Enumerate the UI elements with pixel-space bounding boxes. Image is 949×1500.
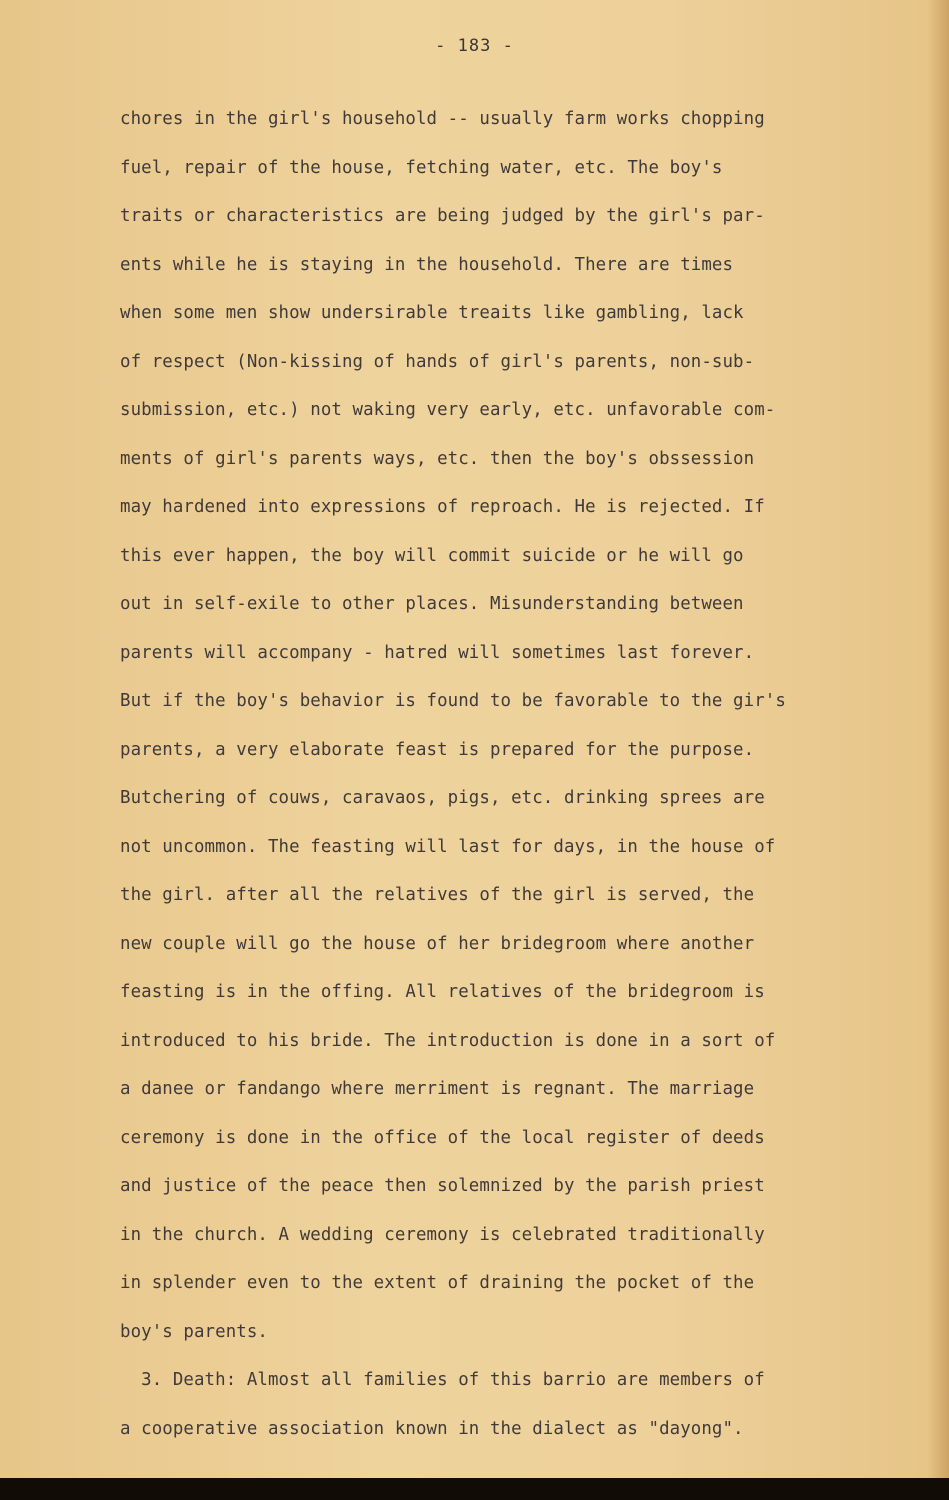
text-line: this ever happen, the boy will commit suicide or he will go [120,545,744,566]
text-line: a cooperative association known in the dialect as "dayong". [120,1418,744,1439]
text-line: when some men show undersirable treaits like gambling, lack [120,303,744,323]
text-line: ceremony is done in the office of the local register of deeds [120,1127,765,1148]
text-line: feasting is in the offing. All relatives of the bridegroom is [120,982,765,1002]
text-line: may hardened into expressions of reproach. He is rejected. If [120,497,765,517]
text-line: a danee or fandango where merriment is regnant. The marriage [120,1079,755,1099]
text-line: ents while he is staying in the household. There are times [120,254,734,275]
text-line: not uncommon. The feasting will last for days, in the house of [120,836,776,857]
text-line: But if the boy's behavior is found to be favorable to the gir's [120,691,786,711]
text-line: the girl. after all the relatives of the girl is served, the [120,885,755,905]
text-line: traits or characteristics are being judged by the girl's par- [120,206,765,226]
page-edge-shadow [927,0,949,1500]
text-line: fuel, repair of the house, fetching water, etc. The boy's [120,157,723,178]
text-line: ments of girl's parents ways, etc. then the boy's obssession [120,448,755,469]
text-line: new couple will go the house of her bridegroom where another [120,933,755,954]
text-line: in the church. A wedding ceremony is celebrated traditionally [120,1224,765,1245]
text-line: in splender even to the extent of draining the pocket of the [120,1273,755,1293]
body-text [120,102,920,1460]
page-number: - 183 - [435,36,514,56]
text-line: and justice of the peace then solemnized by the parish priest [120,1176,765,1196]
text-line: introduced to his bride. The introduction is done in a sort of [120,1030,776,1051]
text-line: parents, a very elaborate feast is prepared for the purpose. [120,739,755,760]
text-line: submission, etc.) not waking very early, etc. unfavorable com- [120,400,776,420]
text-line: 3. Death: Almost all families of this barrio are members of [120,1370,765,1390]
text-line: boy's parents. [120,1321,268,1342]
text-line: of respect (Non-kissing of hands of girl's parents, non-sub- [120,351,755,372]
text-line: parents will accompany - hatred will sometimes last forever. [120,642,755,663]
text-line: chores in the girl's household -- usually farm works chopping [120,109,765,129]
page-bottom-edge [0,1478,949,1500]
text-line: out in self-exile to other places. Misunderstanding between [120,594,744,614]
text-line: Butchering of couws, caravaos, pigs, etc. drinking sprees are [120,788,765,808]
